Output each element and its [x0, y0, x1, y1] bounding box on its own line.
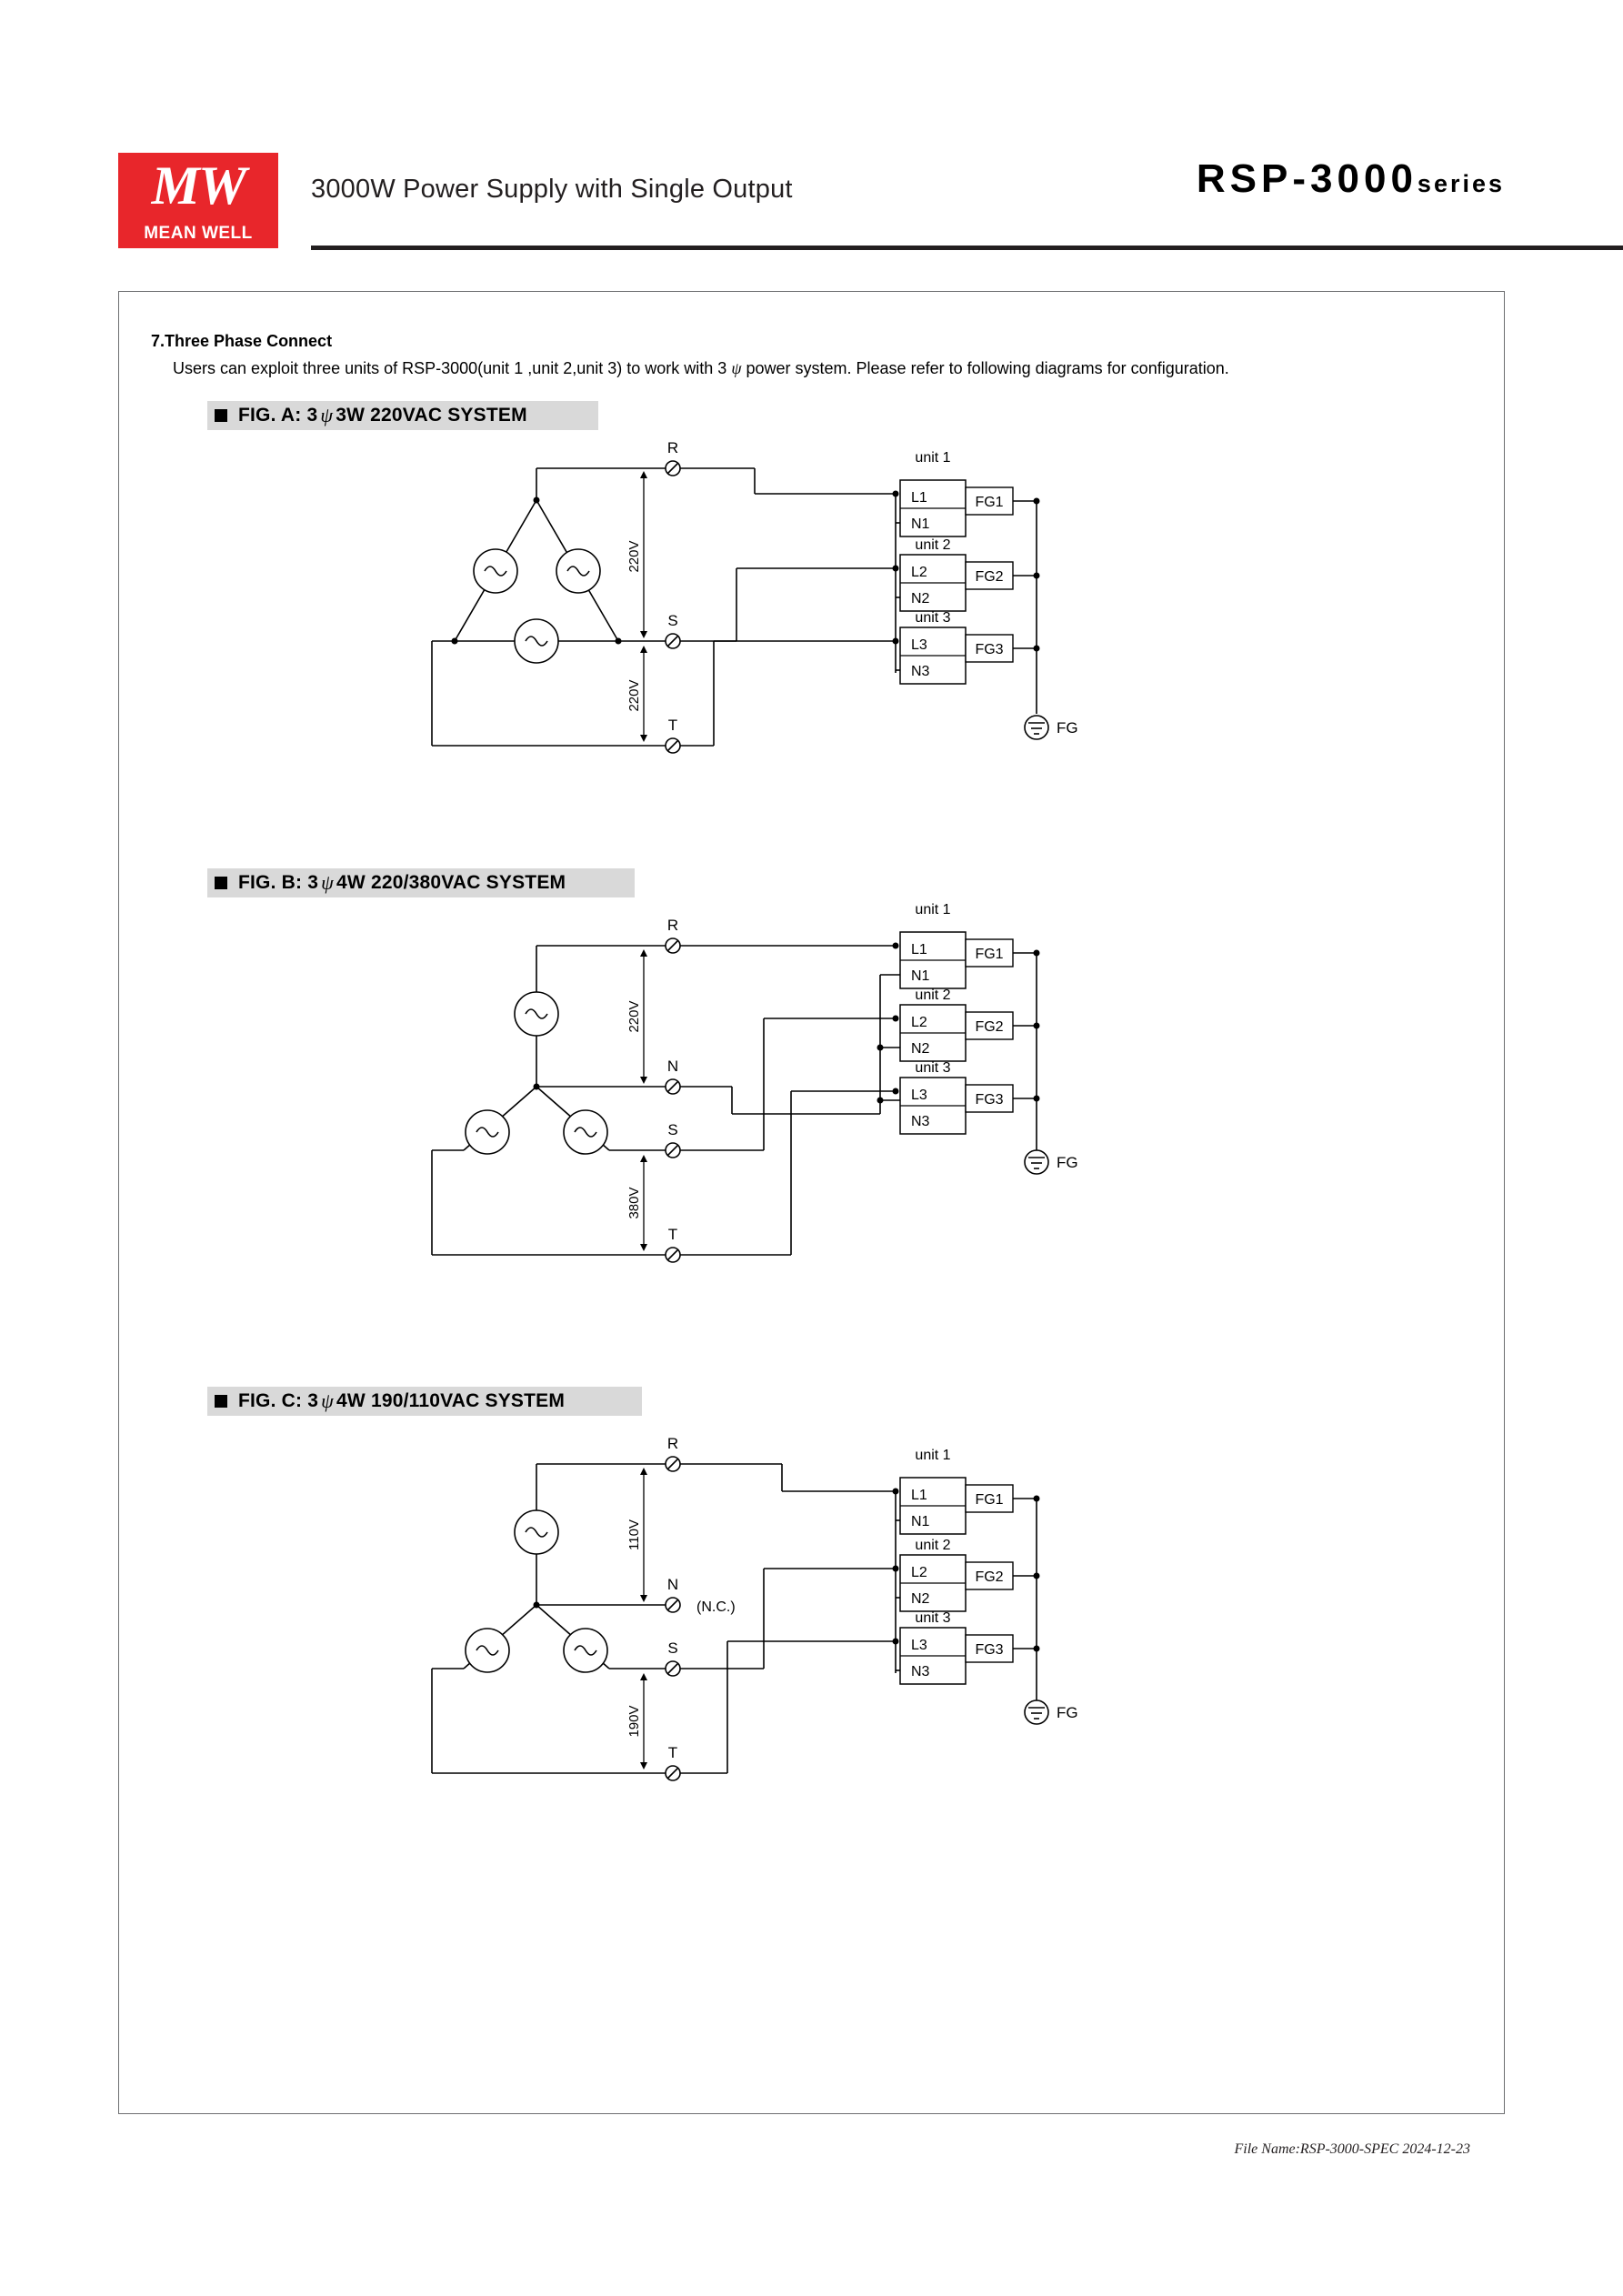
ground-label: FG	[1057, 1704, 1078, 1721]
terminal-n3: N3	[911, 1664, 930, 1679]
terminal-l3: L3	[911, 1638, 927, 1653]
phase-label-r: R	[666, 1435, 679, 1452]
phase-label-n: N	[666, 1058, 679, 1075]
terminal-l2: L2	[911, 1565, 927, 1580]
section-description	[173, 359, 1229, 378]
phase-label-t: T	[667, 1744, 678, 1761]
figure-b-title-pre: FIG. B: 3	[238, 872, 319, 893]
ground-label: FG	[1057, 1154, 1078, 1171]
header-model	[1197, 156, 1505, 202]
terminal-l2: L2	[911, 565, 927, 580]
voltage-label-220v-1: 220V	[626, 540, 642, 573]
header-subtitle: 3000W Power Supply with Single Output	[311, 175, 793, 204]
voltage-label-190v: 190V	[626, 1705, 642, 1738]
figure-a-title-post: 3W 220VAC SYSTEM	[336, 405, 527, 426]
terminal-n1: N1	[911, 516, 930, 532]
figure-c-title	[207, 1387, 642, 1416]
page-footer: File Name:RSP-3000-SPEC 2024-12-23	[1234, 2141, 1470, 2157]
phase-label-t: T	[667, 717, 678, 734]
figure-c-svg	[400, 1437, 1309, 1837]
terminal-l3: L3	[911, 1088, 927, 1103]
voltage-label-220v: 220V	[626, 1000, 642, 1033]
header-divider	[311, 246, 1623, 250]
fg-label-1: FG1	[975, 495, 1004, 510]
neutral-note: (N.C.)	[696, 1599, 736, 1615]
psi-symbol: ψ	[320, 404, 334, 426]
psi-symbol: ψ	[321, 871, 335, 894]
figure-a-diagram	[400, 436, 1309, 823]
terminal-l2: L2	[911, 1015, 927, 1030]
ground-label: FG	[1057, 719, 1078, 737]
meanwell-logo	[118, 153, 278, 248]
figure-b-diagram	[400, 902, 1309, 1323]
figure-c-diagram	[400, 1437, 1309, 1841]
terminal-n2: N2	[911, 1591, 930, 1607]
unit-label-3: unit 3	[915, 1610, 951, 1626]
fg-label-2: FG2	[975, 569, 1004, 585]
figure-b-title	[207, 868, 635, 897]
fg-label-2: FG2	[975, 1019, 1004, 1035]
terminal-n2: N2	[911, 1041, 930, 1057]
fg-label-3: FG3	[975, 1642, 1004, 1658]
phase-label-t: T	[667, 1226, 678, 1243]
figure-b-svg	[400, 902, 1309, 1318]
fg-label-3: FG3	[975, 1092, 1004, 1108]
voltage-label-220v-2: 220V	[626, 679, 642, 712]
header-series-label: series	[1417, 170, 1505, 197]
terminal-l1: L1	[911, 490, 927, 506]
terminal-n1: N1	[911, 968, 930, 984]
unit-label-3: unit 3	[915, 610, 951, 626]
logo-mark	[118, 153, 278, 218]
section-title: 7.Three Phase Connect	[151, 332, 333, 350]
terminal-n3: N3	[911, 1114, 930, 1129]
logo-wordmark: MEAN WELL	[118, 218, 278, 248]
fg-label-2: FG2	[975, 1569, 1004, 1585]
logo-initials: MW	[151, 155, 245, 216]
terminal-n2: N2	[911, 591, 930, 607]
bullet-square-icon	[215, 1395, 227, 1408]
page-header	[118, 145, 1505, 255]
bullet-square-icon	[215, 409, 227, 422]
fg-label-1: FG1	[975, 947, 1004, 962]
phase-label-s: S	[667, 1639, 678, 1657]
phase-label-s: S	[667, 1121, 678, 1138]
terminal-l1: L1	[911, 1488, 927, 1503]
unit-label-1: unit 1	[915, 1448, 951, 1463]
fg-label-3: FG3	[975, 642, 1004, 657]
bullet-square-icon	[215, 877, 227, 889]
terminal-n3: N3	[911, 664, 930, 679]
figure-c-title-pre: FIG. C: 3	[238, 1390, 319, 1411]
unit-label-2: unit 2	[915, 1538, 951, 1553]
psi-symbol: ψ	[731, 359, 742, 377]
terminal-l3: L3	[911, 637, 927, 653]
terminal-l1: L1	[911, 942, 927, 958]
figure-a-title	[207, 401, 598, 430]
section-description-pre: Users can exploit three units of RSP-3000(unit 1 ,unit 2,unit 3) to work with 3	[173, 359, 732, 377]
terminal-n1: N1	[911, 1514, 930, 1529]
phase-label-n: N	[666, 1576, 679, 1593]
unit-label-1: unit 1	[915, 902, 951, 917]
unit-label-1: unit 1	[915, 450, 951, 466]
figure-a-svg	[400, 436, 1309, 818]
voltage-label-110v: 110V	[626, 1519, 642, 1550]
unit-label-2: unit 2	[915, 988, 951, 1003]
figure-c-title-post: 4W 190/110VAC SYSTEM	[336, 1390, 566, 1411]
phase-label-r: R	[666, 439, 679, 456]
figure-b-title-post: 4W 220/380VAC SYSTEM	[336, 872, 566, 893]
unit-label-3: unit 3	[915, 1060, 951, 1076]
unit-label-2: unit 2	[915, 537, 951, 553]
psi-symbol: ψ	[321, 1389, 335, 1412]
phase-label-r: R	[666, 917, 679, 934]
figure-a-title-pre: FIG. A: 3	[238, 405, 318, 426]
voltage-label-380v: 380V	[626, 1187, 642, 1219]
section-description-post: power system. Please refer to following diagrams for configuration.	[741, 359, 1229, 377]
phase-label-s: S	[667, 612, 678, 629]
fg-label-1: FG1	[975, 1492, 1004, 1508]
header-model-name: RSP-3000	[1196, 156, 1418, 201]
